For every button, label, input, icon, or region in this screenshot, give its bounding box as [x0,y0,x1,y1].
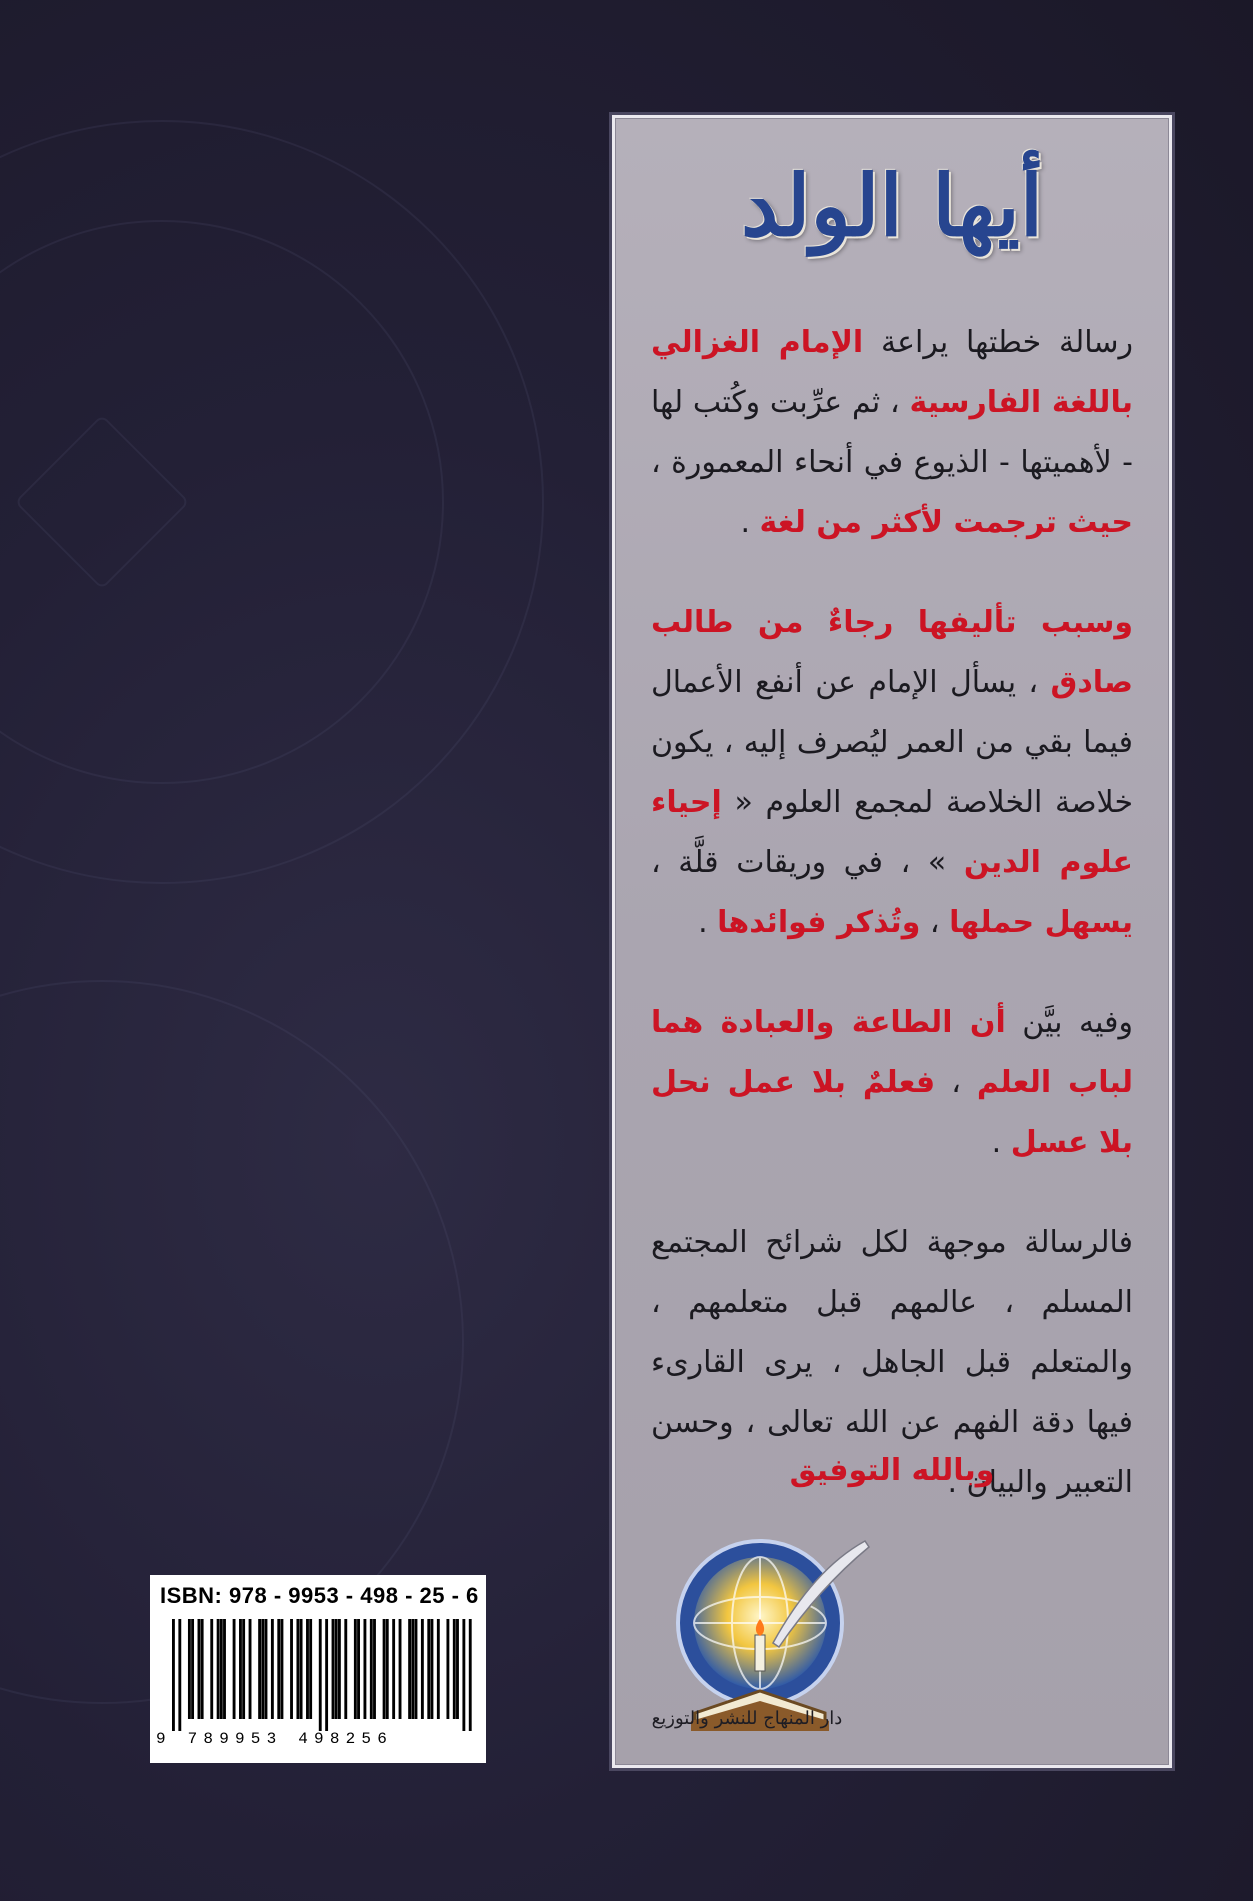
barcode-bar [462,1619,465,1731]
highlighted-phrase: وسبب تأليفها رجاءٌ من طالب صادق [651,605,1133,700]
back-cover-panel [612,115,1172,1768]
barcode-bar [201,1619,204,1719]
title-area [615,156,1169,255]
barcode-bar [172,1619,175,1731]
barcode-bar [210,1619,213,1719]
barcode-bar [217,1619,220,1719]
blurb-text [651,313,1133,1553]
barcode-bar [309,1619,312,1719]
barcode-digits: 9 789953 498256 [156,1730,394,1748]
publisher-name: دار المنهاج للنشر والتوزيع [651,1708,843,1729]
barcode-bars [172,1619,472,1731]
body-text: ، ثم عرِّبت وكُتب لها - لأهميتها - الذيوع في أنحاء المعمورة ، [651,385,1133,480]
body-text: » ، في وريقات قلَّة ، [651,845,964,880]
barcode-bar [277,1619,280,1719]
barcode-bar [290,1619,293,1719]
highlighted-phrase: يسهل حملها [949,905,1133,940]
blurb-paragraph [651,593,1133,953]
barcode-bar [249,1619,252,1719]
barcode-bar [469,1619,472,1731]
body-text: ، [935,1065,977,1100]
barcode-bar [386,1619,389,1719]
barcode-bar [265,1619,268,1719]
barcode-bar [446,1619,449,1719]
barcode-bar [338,1619,341,1719]
body-text: . [698,905,718,940]
barcode-bar [370,1619,373,1719]
book-title: أيها الولد [740,156,1044,255]
body-text: رسالة خطتها يراعة [863,325,1133,360]
body-text: ، [920,905,950,940]
barcode-bar [306,1619,309,1719]
barcode-bar [271,1619,274,1719]
highlighted-phrase: وتُذكر فوائدها [717,905,921,940]
barcode-bar [453,1619,456,1719]
barcode-bar [427,1619,430,1719]
barcode-bar [408,1619,411,1719]
barcode-bar [421,1619,424,1719]
barcode-bar [223,1619,226,1719]
barcode-bar [392,1619,395,1719]
barcode-bar [261,1619,264,1719]
barcode-bar [411,1619,414,1719]
barcode-bar [281,1619,284,1719]
body-text: ، يسأل الإمام عن أنفع الأعمال فيما بقي من العمر ليُصرف إليه ، يكون خلاصة الخلاصة لمجمع العلوم « [651,665,1133,820]
barcode-bar [258,1619,261,1719]
barcode-bar [178,1619,181,1731]
barcode-bar [188,1619,191,1719]
barcode-bar [344,1619,347,1719]
blurb-paragraph [651,313,1133,553]
barcode-bar [325,1619,328,1731]
barcode-bar [296,1619,299,1719]
highlighted-phrase: الإمام الغزالي باللغة الفارسية [651,325,1133,420]
barcode-bar [363,1619,366,1719]
barcode-bar [332,1619,335,1719]
barcode-bar [319,1619,322,1731]
barcode-bar [357,1619,360,1719]
body-text: . [740,505,760,540]
blurb-paragraph [651,993,1133,1173]
body-text: وفيه بيَّن [1005,1005,1133,1040]
barcode-bar [300,1619,303,1719]
barcode-bar [220,1619,223,1719]
barcode-bar [191,1619,194,1719]
body-text: . [991,1125,1011,1160]
isbn-label: ISBN: 978 - 9953 - 498 - 25 - 6 [160,1583,479,1608]
closing-line: وبالله التوفيق [789,1453,995,1488]
barcode-bar [431,1619,434,1719]
barcode-bar [354,1619,357,1719]
highlighted-phrase: حيث ترجمت لأكثر من لغة [759,505,1133,540]
barcode-bar [239,1619,242,1719]
body-text: فالرسالة موجهة لكل شرائح المجتمع المسلم ، عالمهم قبل متعلمهم ، والمتعلم قبل الجاهل ، يرى القارىء فيها دقة الفهم عن الله تعالى ، وحسن التعبير والبيان . [651,1225,1133,1500]
highlighted-phrase: إحياء علوم الدين [651,785,1133,880]
barcode-bar [415,1619,418,1719]
barcode-bar [242,1619,245,1719]
highlighted-phrase: فعلمٌ بلا عمل نحل بلا عسل [651,1065,1133,1160]
isbn-barcode [150,1575,486,1763]
barcode-bar [373,1619,376,1719]
barcode-bar [399,1619,402,1719]
barcode-bar [233,1619,236,1719]
barcode-bar [198,1619,201,1719]
barcode-bar [456,1619,459,1719]
highlighted-phrase: أن الطاعة والعبادة هما لباب العلم [651,1005,1133,1100]
barcode-bar [335,1619,338,1719]
barcode-bar [383,1619,386,1719]
barcode-bar [437,1619,440,1719]
